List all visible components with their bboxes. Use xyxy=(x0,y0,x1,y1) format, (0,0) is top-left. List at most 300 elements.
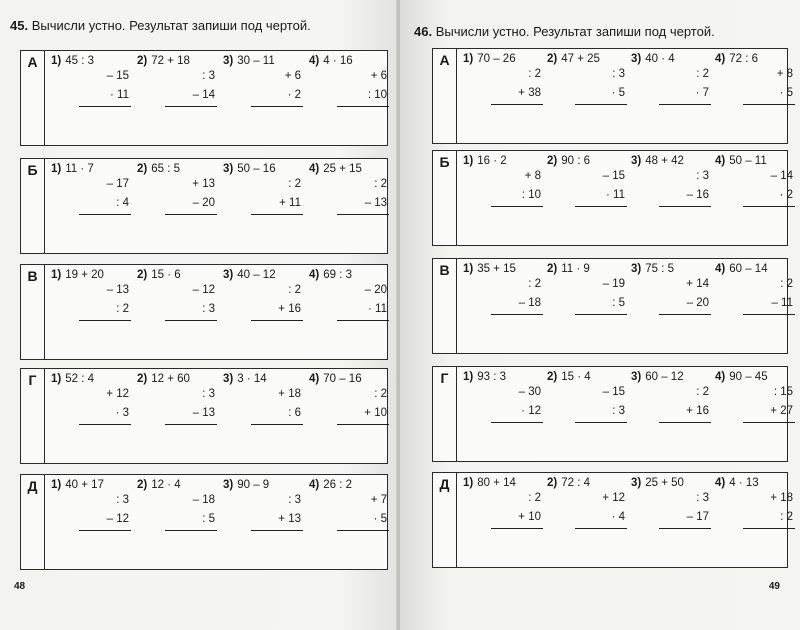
problem-head xyxy=(463,155,547,167)
problem-head xyxy=(223,269,307,281)
problem-expression: 50 – 11 xyxy=(729,155,767,167)
operation-step: – 18 xyxy=(518,297,541,309)
operation-step: : 2 xyxy=(116,303,129,315)
problem-head xyxy=(715,155,799,167)
problem-label: 2) xyxy=(547,263,558,275)
problem xyxy=(223,163,307,215)
operation-step: : 2 xyxy=(780,511,793,523)
problem-head xyxy=(715,53,799,65)
problem xyxy=(223,269,307,321)
problem xyxy=(463,477,547,529)
problem xyxy=(309,269,393,321)
problem-head xyxy=(547,155,631,167)
problem-label: 3) xyxy=(631,371,642,383)
problem-head xyxy=(309,163,393,175)
problem xyxy=(463,155,547,207)
operation-step: · 5 xyxy=(779,87,793,99)
task-text: Вычисли устно. Результат запиши под чертой. xyxy=(435,24,715,39)
problem-expression: 60 – 12 xyxy=(645,371,684,383)
operation-step: : 3 xyxy=(202,303,215,315)
operation-step: : 2 xyxy=(696,68,709,80)
operation-step: : 2 xyxy=(528,492,541,504)
problem xyxy=(51,373,135,425)
operation-step: – 20 xyxy=(192,197,215,209)
problem-head xyxy=(51,163,135,175)
problem-label: 2) xyxy=(547,371,558,383)
operation-step: : 5 xyxy=(202,513,215,525)
problem xyxy=(223,479,307,531)
problem-head xyxy=(223,373,307,385)
operation-step: – 13 xyxy=(106,284,129,296)
problem-head xyxy=(463,53,547,65)
right-page xyxy=(400,0,800,630)
problem-head xyxy=(309,479,393,491)
operation-step: : 3 xyxy=(116,494,129,506)
task-text: Вычисли устно. Результат запиши под чертой. xyxy=(31,18,311,33)
problem xyxy=(631,53,715,105)
answer-line[interactable] xyxy=(743,206,795,207)
problem-head xyxy=(223,479,307,491)
problem-label: 2) xyxy=(137,479,148,491)
operation-step: : 10 xyxy=(521,189,541,201)
answer-line[interactable] xyxy=(165,424,217,425)
problem-head xyxy=(223,55,307,67)
problem-head xyxy=(223,163,307,175)
answer-line[interactable] xyxy=(337,320,389,321)
operation-step: : 2 xyxy=(374,388,387,400)
problem-head xyxy=(631,263,715,275)
problem-label: 4) xyxy=(309,479,320,491)
page-number: 48 xyxy=(14,581,26,592)
answer-line[interactable] xyxy=(165,320,217,321)
operation-step: + 13 xyxy=(278,513,301,525)
problem-expression: 11 · 7 xyxy=(65,163,94,175)
block-letter: В xyxy=(433,259,457,353)
operation-step: : 3 xyxy=(696,170,709,182)
operation-step: : 2 xyxy=(288,178,301,190)
problem-expression: 12 + 60 xyxy=(151,373,190,385)
answer-line[interactable] xyxy=(659,528,711,529)
answer-line[interactable] xyxy=(337,530,389,531)
operation-step: + 13 xyxy=(192,178,215,190)
operation-step: – 14 xyxy=(770,170,793,182)
answer-line[interactable] xyxy=(743,528,795,529)
problem xyxy=(463,371,547,423)
problem-expression: 45 : 3 xyxy=(65,55,95,67)
exercise-block xyxy=(432,366,793,462)
problem-head xyxy=(51,269,135,281)
problem-label: 3) xyxy=(223,479,234,491)
problem xyxy=(715,477,799,529)
exercise-block xyxy=(20,50,388,146)
problem-label: 4) xyxy=(715,477,726,489)
problem xyxy=(137,373,221,425)
problem-label: 1) xyxy=(51,163,62,175)
operation-step: – 19 xyxy=(602,278,625,290)
problem xyxy=(223,373,307,425)
task-number: 45. xyxy=(10,18,29,33)
problem-head xyxy=(547,477,631,489)
problem-expression: 48 + 42 xyxy=(645,155,684,167)
problem-head xyxy=(463,371,547,383)
problem-expression: 69 : 3 xyxy=(323,269,353,281)
problem-label: 1) xyxy=(51,55,62,67)
problem-label: 1) xyxy=(51,479,62,491)
problem-label: 3) xyxy=(631,53,642,65)
exercise-block xyxy=(432,258,793,354)
problem-head xyxy=(463,263,547,275)
problem-expression: 50 – 16 xyxy=(237,163,276,175)
problem-label: 2) xyxy=(547,477,558,489)
operation-step: – 15 xyxy=(602,386,625,398)
problem-label: 4) xyxy=(309,163,320,175)
operation-step: – 16 xyxy=(686,189,709,201)
left-page xyxy=(0,0,398,630)
problem xyxy=(51,163,135,215)
answer-line[interactable] xyxy=(491,104,543,105)
problem-expression: 75 : 5 xyxy=(645,263,675,275)
operation-step: : 3 xyxy=(202,70,215,82)
problem-head xyxy=(547,53,631,65)
answer-line[interactable] xyxy=(165,214,217,215)
problem-head xyxy=(137,55,221,67)
operation-step: : 4 xyxy=(116,197,129,209)
exercise-block xyxy=(20,474,388,570)
problem xyxy=(631,155,715,207)
problem-expression: 90 – 45 xyxy=(729,371,768,383)
problem xyxy=(631,477,715,529)
operation-step: – 17 xyxy=(106,178,129,190)
problem-expression: 72 : 4 xyxy=(561,477,591,489)
problem-expression: 12 · 4 xyxy=(151,479,181,491)
block-letter: В xyxy=(21,265,45,359)
problem-head xyxy=(137,373,221,385)
problem xyxy=(463,263,547,315)
exercise-block xyxy=(20,264,388,360)
problem xyxy=(631,371,715,423)
operation-step: – 13 xyxy=(364,197,387,209)
answer-line[interactable] xyxy=(743,314,795,315)
operation-step: : 3 xyxy=(612,405,625,417)
answer-line[interactable] xyxy=(337,106,389,107)
problem xyxy=(715,371,799,423)
problem-expression: 25 + 50 xyxy=(645,477,684,489)
operation-step: + 8 xyxy=(776,68,793,80)
answer-line[interactable] xyxy=(743,104,795,105)
operation-step: · 11 xyxy=(368,303,387,315)
answer-line[interactable] xyxy=(575,422,627,423)
task-number: 46. xyxy=(414,24,433,39)
problem-expression: 30 – 11 xyxy=(237,55,275,67)
exercise-block xyxy=(432,472,793,568)
problem-expression: 35 + 15 xyxy=(477,263,516,275)
operation-step: – 12 xyxy=(192,284,215,296)
problem-label: 1) xyxy=(463,263,474,275)
problem xyxy=(137,269,221,321)
task-title xyxy=(414,24,715,39)
operation-step: + 18 xyxy=(770,492,793,504)
answer-line[interactable] xyxy=(743,422,795,423)
problem-head xyxy=(715,263,799,275)
problem-expression: 70 – 16 xyxy=(323,373,362,385)
problem-expression: 90 – 9 xyxy=(237,479,270,491)
block-letter: А xyxy=(21,51,45,145)
problem xyxy=(547,263,631,315)
problem xyxy=(715,263,799,315)
problem-expression: 65 : 5 xyxy=(151,163,181,175)
problem xyxy=(137,479,221,531)
problem xyxy=(631,263,715,315)
answer-line[interactable] xyxy=(337,214,389,215)
answer-line[interactable] xyxy=(251,320,303,321)
problem-head xyxy=(631,53,715,65)
answer-line[interactable] xyxy=(165,106,217,107)
answer-line[interactable] xyxy=(491,206,543,207)
exercise-block xyxy=(20,158,388,254)
operation-step: – 30 xyxy=(518,386,541,398)
problem-label: 2) xyxy=(137,163,148,175)
problem-label: 2) xyxy=(137,269,148,281)
operation-step: – 20 xyxy=(364,284,387,296)
problem-head xyxy=(51,479,135,491)
problem xyxy=(137,163,221,215)
problem xyxy=(715,53,799,105)
problem xyxy=(309,163,393,215)
operation-step: + 7 xyxy=(370,494,387,506)
problem-label: 3) xyxy=(631,263,642,275)
problem-label: 3) xyxy=(631,155,642,167)
problem xyxy=(309,55,393,107)
answer-line[interactable] xyxy=(251,530,303,531)
operation-step: – 14 xyxy=(192,89,215,101)
block-letter: Д xyxy=(21,475,45,569)
problem-head xyxy=(137,269,221,281)
answer-line[interactable] xyxy=(79,106,131,107)
problem-expression: 15 · 4 xyxy=(561,371,591,383)
operation-step: : 3 xyxy=(612,68,625,80)
operation-step: : 3 xyxy=(202,388,215,400)
problem-head xyxy=(631,155,715,167)
operation-step: – 11 xyxy=(771,297,793,309)
problem-expression: 26 : 2 xyxy=(323,479,353,491)
answer-line[interactable] xyxy=(491,314,543,315)
problem-label: 1) xyxy=(51,269,62,281)
problem-head xyxy=(309,269,393,281)
problem xyxy=(547,477,631,529)
problem xyxy=(51,269,135,321)
operation-step: : 2 xyxy=(528,278,541,290)
problem-label: 2) xyxy=(137,373,148,385)
answer-line[interactable] xyxy=(491,422,543,423)
operation-step: + 6 xyxy=(370,70,387,82)
problem-expression: 40 – 12 xyxy=(237,269,276,281)
operation-step: + 14 xyxy=(686,278,709,290)
operation-step: : 2 xyxy=(528,68,541,80)
problem xyxy=(547,155,631,207)
problem-label: 4) xyxy=(715,53,726,65)
problem-head xyxy=(51,373,135,385)
problem xyxy=(463,53,547,105)
operation-step: : 15 xyxy=(773,386,793,398)
operation-step: · 3 xyxy=(115,407,129,419)
answer-line[interactable] xyxy=(659,104,711,105)
problem-label: 4) xyxy=(715,263,726,275)
answer-line[interactable] xyxy=(251,106,303,107)
operation-step: + 38 xyxy=(518,87,541,99)
operation-step: · 2 xyxy=(287,89,301,101)
problem-head xyxy=(547,371,631,383)
problem-expression: 90 : 6 xyxy=(561,155,591,167)
problem xyxy=(309,479,393,531)
operation-step: · 5 xyxy=(611,87,625,99)
operation-step: – 15 xyxy=(106,70,129,82)
problem-expression: 3 · 14 xyxy=(237,373,267,385)
block-letter: Г xyxy=(21,369,45,463)
operation-step: · 11 xyxy=(606,189,625,201)
problem xyxy=(547,53,631,105)
answer-line[interactable] xyxy=(575,104,627,105)
operation-step: · 12 xyxy=(521,405,541,417)
exercise-block xyxy=(432,150,793,246)
operation-step: · 7 xyxy=(695,87,709,99)
problem-label: 2) xyxy=(547,53,558,65)
problem-label: 4) xyxy=(715,371,726,383)
problem-expression: 4 · 13 xyxy=(729,477,759,489)
operation-step: · 4 xyxy=(611,511,625,523)
operation-step: + 12 xyxy=(602,492,625,504)
operation-step: + 16 xyxy=(686,405,709,417)
problem-expression: 47 + 25 xyxy=(561,53,600,65)
answer-line[interactable] xyxy=(491,528,543,529)
operation-step: : 2 xyxy=(288,284,301,296)
operation-step: – 17 xyxy=(686,511,709,523)
problem-head xyxy=(309,373,393,385)
answer-line[interactable] xyxy=(337,424,389,425)
problem xyxy=(137,55,221,107)
exercise-block xyxy=(432,48,793,144)
task-title xyxy=(10,18,311,33)
problem-label: 3) xyxy=(223,55,234,67)
problem-expression: 15 · 6 xyxy=(151,269,181,281)
operation-step: + 6 xyxy=(284,70,301,82)
problem xyxy=(547,371,631,423)
operation-step: : 2 xyxy=(696,386,709,398)
answer-line[interactable] xyxy=(79,530,131,531)
problem-label: 1) xyxy=(463,155,474,167)
problem-expression: 4 · 16 xyxy=(323,55,353,67)
operation-step: – 15 xyxy=(602,170,625,182)
block-letter: А xyxy=(433,49,457,143)
operation-step: · 11 xyxy=(110,89,129,101)
operation-step: – 12 xyxy=(106,513,129,525)
problem-label: 1) xyxy=(463,371,474,383)
problem-expression: 25 + 15 xyxy=(323,163,362,175)
operation-step: + 18 xyxy=(278,388,301,400)
problem-head xyxy=(137,479,221,491)
operation-step: : 6 xyxy=(288,407,301,419)
operation-step: : 2 xyxy=(374,178,387,190)
answer-line[interactable] xyxy=(251,214,303,215)
operation-step: + 27 xyxy=(770,405,793,417)
problem xyxy=(309,373,393,425)
problem-head xyxy=(631,477,715,489)
answer-line[interactable] xyxy=(659,206,711,207)
answer-line[interactable] xyxy=(79,214,131,215)
problem-expression: 16 · 2 xyxy=(477,155,507,167)
operation-step: + 8 xyxy=(524,170,541,182)
exercise-block xyxy=(20,368,388,464)
problem-expression: 70 – 26 xyxy=(477,53,516,65)
operation-step: : 3 xyxy=(696,492,709,504)
answer-line[interactable] xyxy=(575,206,627,207)
block-letter: Г xyxy=(433,367,457,461)
problem-label: 4) xyxy=(715,155,726,167)
page-number: 49 xyxy=(768,581,780,592)
problem-head xyxy=(631,371,715,383)
problem-expression: 60 – 14 xyxy=(729,263,768,275)
operation-step: – 18 xyxy=(192,494,215,506)
problem-expression: 93 : 3 xyxy=(477,371,507,383)
problem-head xyxy=(547,263,631,275)
answer-line[interactable] xyxy=(575,314,627,315)
operation-step: : 3 xyxy=(288,494,301,506)
block-letter: Б xyxy=(21,159,45,253)
operation-step: · 2 xyxy=(779,189,793,201)
problem-label: 3) xyxy=(223,373,234,385)
problem-expression: 52 : 4 xyxy=(65,373,95,385)
problem-label: 1) xyxy=(51,373,62,385)
problem-expression: 40 · 4 xyxy=(645,53,675,65)
problem-label: 2) xyxy=(547,155,558,167)
answer-line[interactable] xyxy=(79,424,131,425)
operation-step: : 10 xyxy=(367,89,387,101)
operation-step: – 13 xyxy=(192,407,215,419)
problem-label: 3) xyxy=(223,269,234,281)
answer-line[interactable] xyxy=(659,314,711,315)
answer-line[interactable] xyxy=(165,530,217,531)
operation-step: · 5 xyxy=(373,513,387,525)
block-letter: Б xyxy=(433,151,457,245)
problem-expression: 72 + 18 xyxy=(151,55,190,67)
problem-head xyxy=(715,371,799,383)
problem-label: 2) xyxy=(137,55,148,67)
problem xyxy=(51,479,135,531)
operation-step: + 10 xyxy=(364,407,387,419)
problem-expression: 19 + 20 xyxy=(65,269,104,281)
operation-step: – 20 xyxy=(686,297,709,309)
block-letter: Д xyxy=(433,473,457,567)
answer-line[interactable] xyxy=(251,424,303,425)
problem-label: 4) xyxy=(309,269,320,281)
operation-step: : 5 xyxy=(612,297,625,309)
operation-step: + 16 xyxy=(278,303,301,315)
problem-label: 4) xyxy=(309,55,320,67)
problem-head xyxy=(137,163,221,175)
problem-head xyxy=(309,55,393,67)
problem-head xyxy=(463,477,547,489)
answer-line[interactable] xyxy=(659,422,711,423)
answer-line[interactable] xyxy=(79,320,131,321)
operation-step: + 11 xyxy=(279,197,301,209)
problem-expression: 72 : 6 xyxy=(729,53,759,65)
problem-label: 3) xyxy=(631,477,642,489)
problem-expression: 11 · 9 xyxy=(561,263,590,275)
problem-expression: 40 + 17 xyxy=(65,479,104,491)
operation-step: + 10 xyxy=(518,511,541,523)
operation-step: + 12 xyxy=(106,388,129,400)
answer-line[interactable] xyxy=(575,528,627,529)
problem xyxy=(715,155,799,207)
